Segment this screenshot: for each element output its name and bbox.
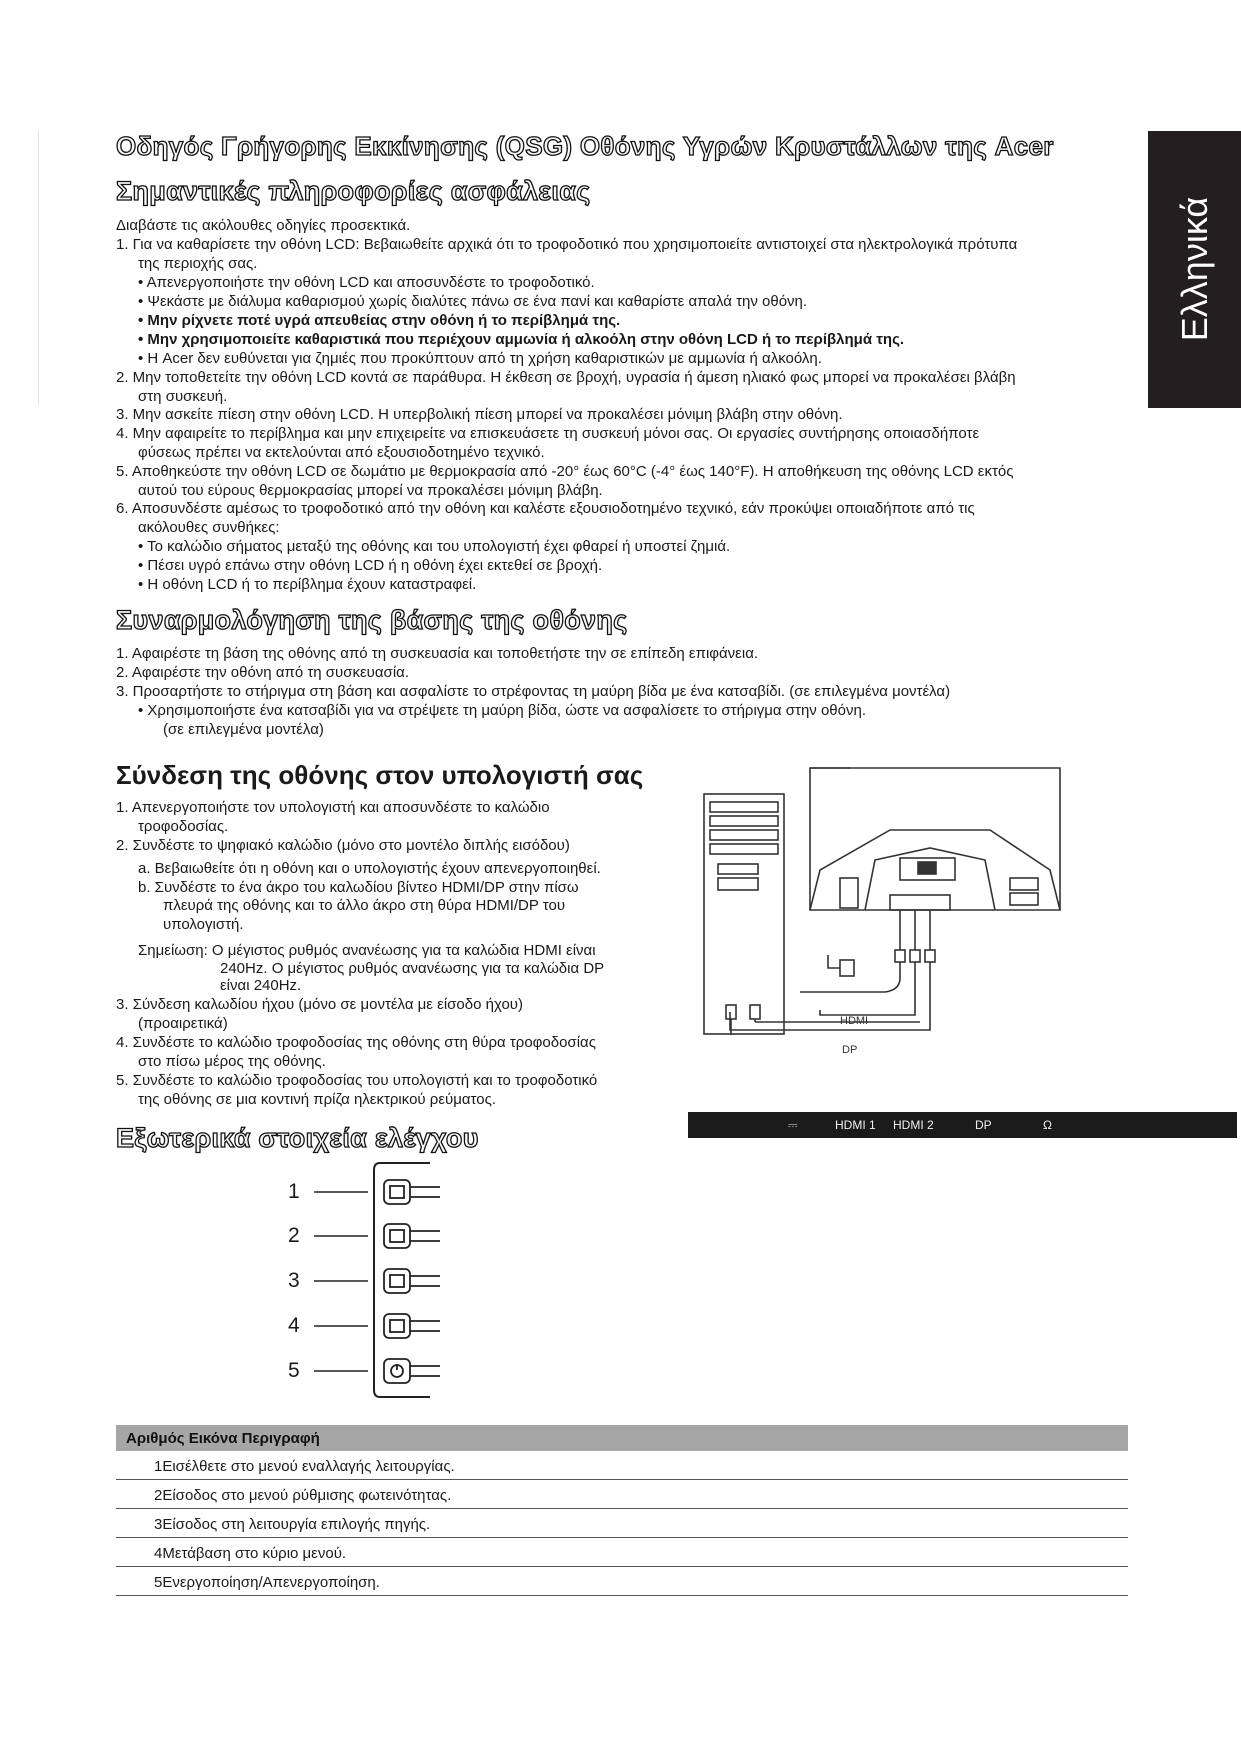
margin-rule [38, 130, 39, 405]
connect-line: υπολογιστή. [163, 916, 244, 933]
controls-table-header-label: Αριθμός Εικόνα Περιγραφή [126, 1430, 320, 1447]
safety-line: φύσεως πρέπει να εκτελούνται από εξουσιοδοτημένο τεχνικό. [138, 444, 545, 461]
control-number: 1 [288, 1180, 300, 1203]
connect-line: Σημείωση: Ο μέγιστος ρυθμός ανανέωσης για τα καλώδια HDMI είναι [138, 942, 596, 959]
safety-line: της περιοχής σας. [138, 255, 258, 272]
safety-line: • Πέσει υγρό επάνω στην οθόνη LCD ή η οθόνη έχει εκτεθεί σε βροχή. [138, 557, 603, 574]
port-audio: Ω [1043, 1118, 1052, 1132]
safety-line: • Μην χρησιμοποιείτε καθαριστικά που περιέχουν αμμωνία ή αλκοόλη στην οθόνη LCD ή το περίβλημά της. [138, 331, 905, 348]
table-row [116, 1451, 1128, 1480]
port-hdmi1: HDMI 1 [835, 1118, 876, 1132]
button-3-icon [384, 1269, 440, 1293]
connect-line: a. Βεβαιωθείτε ότι η οθόνη και ο υπολογιστής έχουν απενεργοποιηθεί. [138, 860, 601, 877]
safety-line: ακόλουθες συνθήκες: [138, 519, 280, 536]
diagram-dp-label: DP [842, 1044, 858, 1056]
connect-line: (προαιρετικά) [138, 1015, 228, 1032]
connect-line: 5. Συνδέστε το καλώδιο τροφοδοσίας του υπολογιστή και το τροφοδοτικό [116, 1072, 598, 1089]
connect-line: 3. Σύνδεση καλωδίου ήχου (μόνο σε μοντέλα με είσοδο ήχου) [116, 996, 523, 1013]
connection-diagram [690, 760, 1070, 1070]
button-4-icon [384, 1314, 440, 1338]
connect-line: στο πίσω μέρος της οθόνης. [138, 1053, 326, 1070]
button-1-icon [384, 1180, 440, 1204]
table-row-text: 5Ενεργοποίηση/Απενεργοποίηση. [154, 1574, 380, 1591]
safety-line: • Απενεργοποιήστε την οθόνη LCD και αποσυνδέστε το τροφοδοτικό. [138, 274, 595, 291]
language-tab-label: Ελληνικά [1174, 196, 1215, 342]
language-tab [1148, 131, 1241, 408]
base-line: 1. Αφαιρέστε τη βάση της οθόνης από τη συσκευασία και τοποθετήστε την σε επίπεδη επιφάνεια. [116, 645, 759, 662]
safety-line: • Το καλώδιο σήματος μεταξύ της οθόνης και του υπολογιστή έχει φθαρεί ή υποστεί ζημιά. [138, 538, 731, 555]
power-button-icon [384, 1359, 440, 1383]
connect-heading: Σύνδεση της οθόνης στον υπολογιστή σας [116, 760, 644, 790]
safety-line: αυτού του εύρους θερμοκρασίας μπορεί να προκαλέσει μόνιμη βλάβη. [138, 482, 603, 499]
safety-line: στη συσκευή. [138, 388, 228, 405]
table-row-text: 4Μετάβαση στο κύριο μενού. [154, 1545, 347, 1562]
port-dp: DP [975, 1118, 992, 1132]
control-number: 2 [288, 1224, 300, 1247]
page-title: Οδηγός Γρήγορης Εκκίνησης (QSG) Οθόνης Υγρών Κρυστάλλων της Acer [116, 131, 1054, 161]
safety-line: • Μην ρίχνετε ποτέ υγρά απευθείας στην οθόνη ή το περίβλημά της. [138, 312, 621, 329]
base-line: (σε επιλεγμένα μοντέλα) [163, 721, 324, 738]
connect-line: της οθόνης σε μια κοντινή πρίζα ηλεκτρικού ρεύματος. [138, 1091, 496, 1108]
safety-line: Διαβάστε τις ακόλουθες οδηγίες προσεκτικά. [116, 217, 411, 234]
control-number: 3 [288, 1269, 300, 1292]
dc-in-icon: ⎓ [788, 1118, 798, 1132]
safety-line: • Ψεκάστε με διάλυμα καθαρισμού χωρίς διαλύτες πάνω σε ένα πανί και καθαρίστε απαλά την οθόνη. [138, 293, 808, 310]
control-number: 4 [288, 1314, 300, 1337]
controls-heading: Εξωτερικά στοιχεία ελέγχου [116, 1123, 479, 1153]
connect-line: τροφοδοσίας. [138, 818, 229, 835]
port-strip [688, 1112, 1237, 1138]
connect-line: 2. Συνδέστε το ψηφιακό καλώδιο (μόνο στο μοντέλο διπλής εισόδου) [116, 837, 570, 854]
button-2-icon [384, 1224, 440, 1248]
safety-heading: Σημαντικές πληροφορίες ασφάλειας [116, 176, 591, 206]
table-row-text: 3Είσοδος στη λειτουργία επιλογής πηγής. [154, 1516, 431, 1533]
safety-line: 6. Αποσυνδέστε αμέσως το τροφοδοτικό από την οθόνη και καλέστε εξουσιοδοτημένο τεχνικό, εάν προκύψει οποιαδήποτε από τις [116, 500, 975, 517]
safety-line: • Η Acer δεν ευθύνεται για ζημιές που προκύπτουν από τη χρήση καθαριστικών με αμμωνία ή αλκοόλη. [138, 350, 822, 367]
monitor-back-icon [810, 768, 1060, 910]
controls-table-header [116, 1425, 1128, 1451]
table-row [116, 1480, 1128, 1509]
table-row [116, 1538, 1128, 1567]
connect-line: πλευρά της οθόνης και το άλλο άκρο στη θύρα HDMI/DP του [163, 897, 566, 914]
connect-line: 240Hz. Ο μέγιστος ρυθμός ανανέωσης για τα καλώδια DP [220, 960, 605, 977]
safety-line: • Η οθόνη LCD ή το περίβλημα έχουν καταστραφεί. [138, 576, 477, 593]
safety-line: 5. Αποθηκεύστε την οθόνη LCD σε δωμάτιο με θερμοκρασία από -20° έως 60°C (-4° έως 140°F). Η αποθήκευση της οθόνης LCD εκτός [116, 463, 1014, 480]
base-line: 3. Προσαρτήστε το στήριγμα στη βάση και ασφαλίστε το στρέφοντας τη μαύρη βίδα με ένα κατσαβίδι. (σε επιλεγμένα μοντέλα) [116, 683, 951, 700]
connect-line: 1. Απενεργοποιήστε τον υπολογιστή και αποσυνδέστε το καλώδιο [116, 799, 550, 816]
table-row [116, 1509, 1128, 1538]
table-row [116, 1567, 1128, 1596]
control-number: 5 [288, 1359, 300, 1382]
base-line: 2. Αφαιρέστε την οθόνη από τη συσκευασία. [116, 664, 409, 681]
safety-line: 2. Μην τοποθετείτε την οθόνη LCD κοντά σε παράθυρα. Η έκθεση σε βροχή, υγρασία ή άμεση ηλιακό φως μπορεί να προκαλέσει βλάβη [116, 369, 1016, 386]
connect-line: είναι 240Hz. [220, 977, 302, 994]
diagram-hdmi-label: HDMI [840, 1015, 869, 1027]
control-buttons-diagram [310, 1160, 490, 1400]
safety-line: 1. Για να καθαρίσετε την οθόνη LCD: Βεβαιωθείτε αρχικά ότι το τροφοδοτικό που χρησιμοποιείτε αντιστοιχεί στα ηλεκτρολογικά πρότυπα [116, 236, 1018, 253]
port-hdmi2: HDMI 2 [893, 1118, 934, 1132]
base-line: • Χρησιμοποιήστε ένα κατσαβίδι για να στρέψετε τη μαύρη βίδα, ώστε να ασφαλίσετε το στήριγμα στην οθόνη. [138, 702, 867, 719]
table-row-text: 1Εισέλθετε στο μενού εναλλαγής λειτουργίας. [154, 1458, 455, 1475]
base-heading: Συναρμολόγηση της βάσης της οθόνης [116, 605, 628, 635]
connect-line: b. Συνδέστε το ένα άκρο του καλωδίου βίντεο HDMI/DP στην πίσω [138, 879, 579, 896]
connect-line: 4. Συνδέστε το καλώδιο τροφοδοσίας της οθόνης στη θύρα τροφοδοσίας [116, 1034, 596, 1051]
safety-line: 4. Μην αφαιρείτε το περίβλημα και μην επιχειρείτε να επισκευάσετε τη συσκευή μόνοι σας. Οι εργασίες συντήρησης οποιασδήποτε [116, 425, 980, 442]
safety-line: 3. Μην ασκείτε πίεση στην οθόνη LCD. Η υπερβολική πίεση μπορεί να προκαλέσει μόνιμη βλάβη στην οθόνη. [116, 406, 843, 423]
table-row-text: 2Είσοδος στο μενού ρύθμισης φωτεινότητας. [154, 1487, 452, 1504]
